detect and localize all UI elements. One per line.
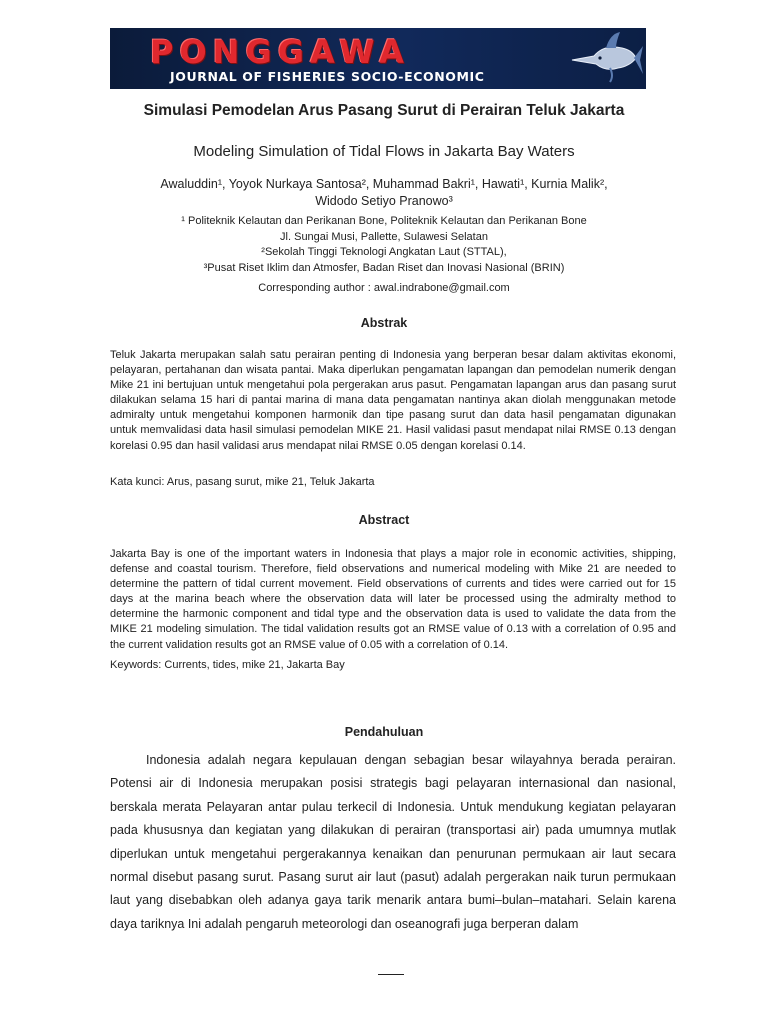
abstract-text: Jakarta Bay is one of the important waters in Indonesia that plays a major role in economic activities, shipping, defense and coastal tourism. Therefore, field observations and numerical modeling with Mike 21 are needed to determine the pattern of tidal current movement. Field observations of currents and tides were carried out for 15 days at the marina beach where the observation data will later be processed using the admiralty method to determine the harmonic component and tidal type and the observation data is used to validate the data from the MIKE 21 modeling simulation. The tidal validation results got an RMSE value of 0.13 with a correlation of 0.95 and the current validation results got an RMSE value of 0.05 with a correlation of 0.14. bbox=[110, 548, 676, 651]
introduction-text: Indonesia adalah negara kepulauan dengan sebagian besar wilayahnya berada perairan. Potensi air di Indonesia merupakan posisi strategis bagi pelayaran internasional dan nasional, berskala merata Pelayaran antar pulau terkecil di Indonesia. Untuk mendukung kegiatan pelayaran pada khususnya dan kegiatan yang dilakukan di perairan (transportasi air) pada umumnya mutlak diperlukan untuk mengetahui pergerakannya kenaikan dan penurunan permukaan air laut secara normal disebut pasang surut. Pasang surut air laut (pasut) adalah pergerakan naik turun permukaan laut yang disebabkan oleh adanya gaya tarik menarik antara bumi–bulan–matahari. Selain karena daya tariknya Ini adalah pengaruh meteorologi dan oseanografi juga berperan dalam bbox=[110, 753, 676, 931]
title-english: Modeling Simulation of Tidal Flows in Jakarta Bay Waters bbox=[193, 143, 575, 160]
kata-kunci: Kata kunci: Arus, pasang surut, mike 21, Teluk Jakarta bbox=[110, 476, 375, 488]
authors-line-2: Widodo Setiyo Pranowo³ bbox=[315, 194, 453, 208]
affiliation-line-4: ³Pusat Riset Iklim dan Atmosfer, Badan Riset dan Inovasi Nasional (BRIN) bbox=[203, 261, 565, 274]
keywords: Keywords: Currents, tides, mike 21, Jakarta Bay bbox=[110, 659, 345, 671]
journal-banner bbox=[110, 28, 646, 89]
affiliations bbox=[90, 214, 678, 276]
journal-subtitle: JOURNAL OF FISHERIES SOCIO-ECONOMIC bbox=[170, 69, 485, 84]
journal-name: PONGGAWA bbox=[150, 33, 410, 71]
authors-line-1: Awaluddin¹, Yoyok Nurkaya Santosa², Muhammad Bakri¹, Hawati¹, Kurnia Malik², bbox=[160, 177, 608, 191]
abstrak-heading: Abstrak bbox=[360, 316, 408, 330]
affiliation-line-3: ²Sekolah Tinggi Teknologi Angkatan Laut (STTAL), bbox=[261, 246, 507, 258]
author-list bbox=[90, 176, 678, 210]
page-number-line bbox=[378, 974, 404, 975]
corresponding-author: Corresponding author : awal.indrabone@gmail.com bbox=[258, 282, 510, 294]
title-indonesian: Simulasi Pemodelan Arus Pasang Surut di Perairan Teluk Jakarta bbox=[143, 102, 625, 119]
affiliation-line-1: ¹ Politeknik Kelautan dan Perikanan Bone, Politeknik Kelautan dan Perikanan Bone bbox=[181, 215, 587, 227]
marlin-fish-icon bbox=[570, 30, 644, 86]
abstract-heading: Abstract bbox=[358, 513, 410, 527]
introduction-heading: Pendahuluan bbox=[344, 725, 424, 739]
abstrak-text: Teluk Jakarta merupakan salah satu perairan penting di Indonesia yang berperan besar dalam aktivitas ekonomi, pelayaran, pertahanan dan wisata pantai. Maka diperlukan pengamatan lapangan dan pemodelan numerik dengan Mike 21 ini bertujuan untuk mengetahui pola pergerakan arus pasut. Pengamatan lapangan arus dan pasang surut dilakukan selama 15 hari di pantai marina di mana data pengamatan nantinya akan diolah menggunakan metode admiralty untuk mengetahui komponen harmonik dan tipe pasang surut dan data hasil pengamatan digunakan untuk memvalidasi data hasil simulasi pemodelan MIKE 21. Hasil validasi pasut mendapat nilai RMSE 0.13 dengan korelasi 0.95 dan hasil validasi arus mendapat nilai RMSE 0.05 dengan korelasi 0.14. bbox=[110, 349, 676, 452]
affiliation-line-2: Jl. Sungai Musi, Pallette, Sulawesi Selatan bbox=[280, 230, 488, 243]
